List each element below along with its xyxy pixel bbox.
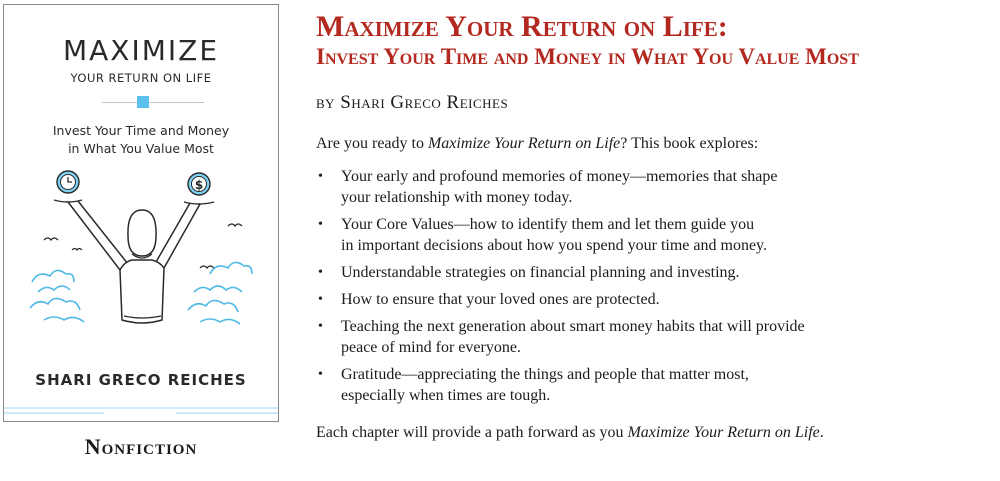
cover-subtitle: YOUR RETURN ON LIFE xyxy=(70,71,212,85)
intro-text: Are you ready to xyxy=(316,135,428,152)
list-item: • Gratitude—appreciating the things and people that matter most, especially when times are tough. xyxy=(316,364,961,406)
cover-tagline-line2: in What You Value Most xyxy=(68,141,214,156)
book-subtitle: Invest Your Time and Money in What You Value Most xyxy=(316,44,859,69)
cover-illustration xyxy=(24,170,260,350)
list-item: • Your early and profound memories of money—memories that shape your relationship with money today. xyxy=(316,166,961,208)
cloud-right xyxy=(188,262,252,324)
cover-footer-lines xyxy=(4,405,278,417)
outro-text: Each chapter will provide a path forward as you xyxy=(316,424,628,441)
book-cover xyxy=(3,4,279,422)
cloud-left xyxy=(30,270,84,322)
cover-tagline xyxy=(4,122,278,158)
list-item: • Understandable strategies on financial planning and investing. xyxy=(316,262,961,283)
author-byline: by Shari Greco Reiches xyxy=(316,92,509,113)
closing-paragraph xyxy=(316,424,824,442)
cover-accent-square xyxy=(137,96,149,108)
list-item: • Your Core Values—how to identify them and let them guide you in important decisions about how you spend your time and money. xyxy=(316,214,961,256)
genre-label: Nonfiction xyxy=(84,434,198,459)
person-figure xyxy=(120,210,164,323)
intro-paragraph xyxy=(316,135,758,153)
list-item: • Teaching the next generation about smart money habits that will provide peace of mind for everyone. xyxy=(316,316,961,358)
dollar-icon xyxy=(188,173,210,195)
intro-book-title: Maximize Your Return on Life xyxy=(427,135,621,152)
intro-text-end: ? This book explores: xyxy=(620,135,759,152)
cover-author: SHARI GRECO REICHES xyxy=(35,371,247,389)
svg-text:$: $ xyxy=(194,178,204,192)
cover-divider xyxy=(102,102,204,103)
cover-title: MAXIMIZE xyxy=(62,34,220,67)
list-item: • How to ensure that your loved ones are protected. xyxy=(316,289,961,310)
topics-list xyxy=(316,166,961,412)
book-title: Maximize Your Return on Life: xyxy=(316,10,728,43)
clock-icon xyxy=(57,171,79,193)
outro-book-title: Maximize Your Return on Life xyxy=(627,424,820,441)
cover-tagline-line1: Invest Your Time and Money xyxy=(52,123,230,138)
outro-text-end: . xyxy=(819,424,824,441)
